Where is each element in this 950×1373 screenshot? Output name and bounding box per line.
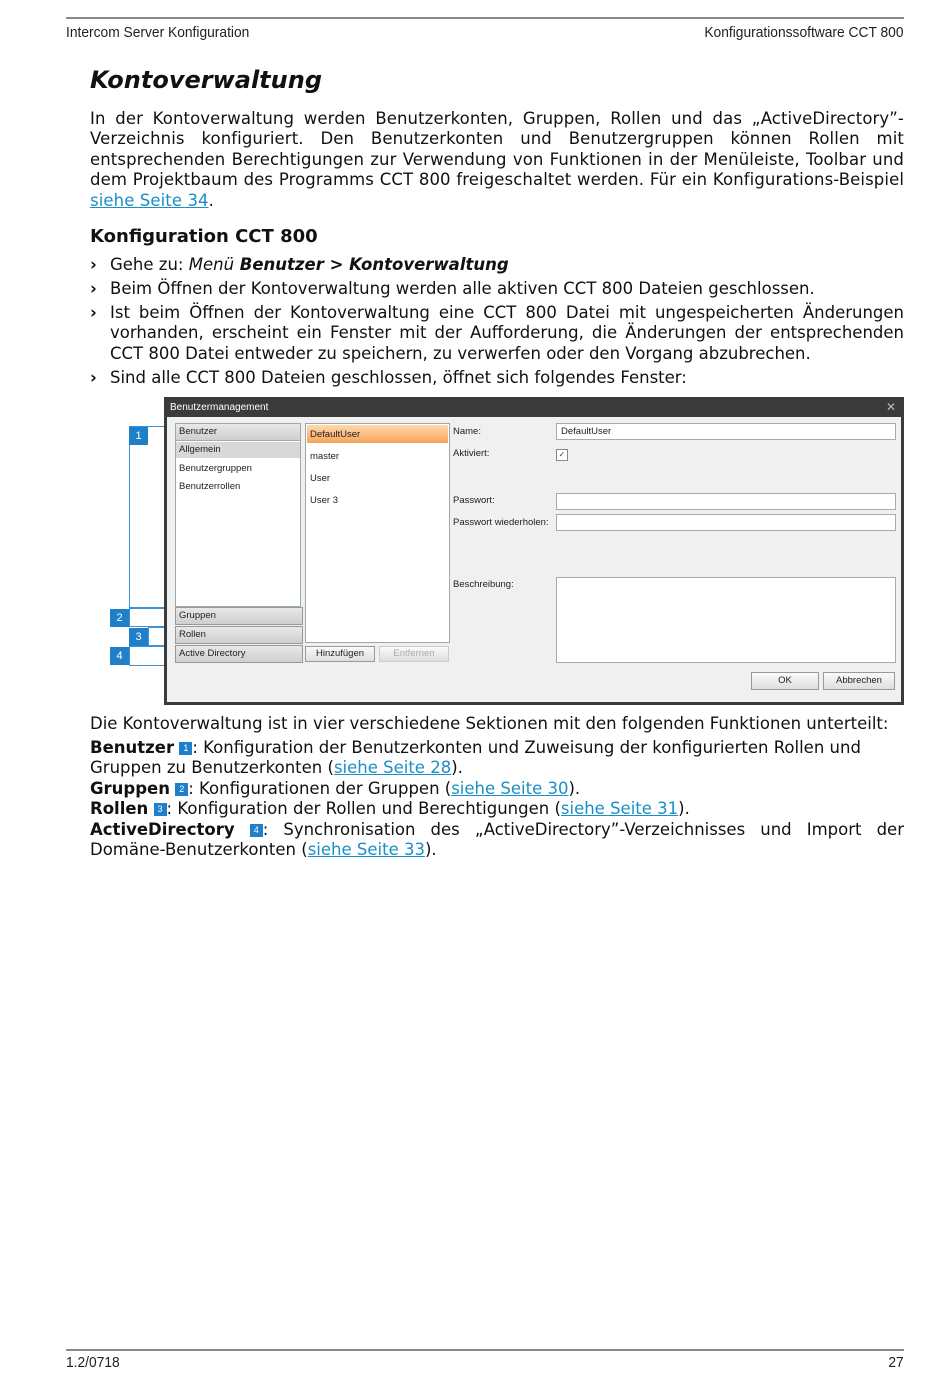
intro-link[interactable]: siehe Seite 34	[90, 190, 209, 210]
sections-intro: Die Kontoverwaltung ist in vier verschiedene Sektionen mit den folgenden Funktionen unterteilt:	[90, 714, 889, 733]
chevron-right-icon: ›	[90, 279, 97, 298]
nav-header-rollen[interactable]	[175, 626, 303, 644]
window-title: Benutzermanagement	[170, 402, 269, 413]
callout-3: 3	[129, 628, 148, 646]
section-ad-name: ActiveDirectory	[90, 820, 235, 839]
section-ad-link[interactable]: siehe Seite 33	[307, 840, 425, 860]
section-gruppen-end: ).	[568, 779, 581, 798]
bullet-unsaved	[90, 303, 904, 364]
section-benutzer-text: : Konfiguration der Benutzerkonten und Zuweisung der konfigurierten Rollen und Gruppen zu Benutzerkonten (	[90, 738, 861, 778]
section-gruppen-badge: 2	[175, 783, 188, 796]
nav-header-rollen-label: Rollen	[179, 629, 206, 640]
section-nav	[175, 423, 301, 607]
header-rule	[66, 17, 904, 19]
user-list	[305, 423, 450, 643]
window-body	[167, 417, 901, 702]
name-input[interactable]	[556, 423, 896, 440]
section-gruppen	[90, 779, 904, 799]
section-gruppen-text: : Konfigurationen der Gruppen (	[188, 779, 452, 798]
active-label: Aktiviert:	[453, 448, 490, 459]
nav-item-allgemein[interactable]: Allgemein	[179, 444, 221, 455]
nav-header-ad-label: Active Directory	[179, 648, 246, 659]
active-checkbox[interactable]: ✓	[556, 449, 568, 461]
callout-1: 1	[129, 427, 148, 445]
section-benutzer	[90, 738, 904, 779]
nav-item-benutzergruppen[interactable]: Benutzergruppen	[179, 463, 252, 474]
intro-text: In der Kontoverwaltung werden Benutzerkonten, Gruppen, Rollen und das „ActiveDirectory”-Verzeichnis konfiguriert. Den Benutzerkonten und Benutzergruppen können Rollen mit entsprechenden Berechtigungen zur Verwendung von Funktionen in der Menüleiste, Toolbar und dem Projektbaum des Programms CCT 800 freigeschaltet werden. Für ein Konfigurations-Beispiel	[90, 109, 904, 190]
close-icon[interactable]: ✕	[885, 400, 896, 414]
password-repeat-input[interactable]	[556, 514, 896, 531]
ok-button[interactable]: OK	[751, 672, 819, 690]
section-ad-end: ).	[424, 840, 437, 860]
intro-paragraph	[90, 109, 904, 211]
section-ad-badge: 4	[250, 824, 263, 837]
user-item-user[interactable]: User	[310, 473, 331, 484]
chevron-right-icon: ›	[90, 255, 97, 274]
bullet-close-files-text: Beim Öffnen der Kontoverwaltung werden alle aktiven CCT 800 Dateien geschlossen.	[110, 279, 815, 298]
bullet-unsaved-text: Ist beim Öffnen der Kontoverwaltung eine CCT 800 Datei mit ungespeicherten Änderungen vorhanden, erscheint ein Fenster mit der Aufforderung, die Änderungen der entsprechenden CCT 800 Datei entweder zu speichern, zu verwerfen oder den Vorgang abzubrechen.	[110, 303, 904, 363]
nav-header-active-directory[interactable]	[175, 645, 303, 663]
section-benutzer-name: Benutzer	[90, 738, 175, 757]
name-input-value: DefaultUser	[561, 426, 612, 437]
section-rollen-link[interactable]: siehe Seite 31	[560, 799, 679, 818]
section-rollen	[90, 799, 904, 819]
user-item-master[interactable]: master	[310, 451, 340, 462]
header-left: Intercom Server Konfiguration	[66, 24, 250, 41]
cancel-button[interactable]: Abbrechen	[823, 672, 895, 690]
password-input[interactable]	[556, 493, 896, 510]
chevron-right-icon: ›	[90, 368, 97, 387]
bullet-goto	[90, 255, 904, 275]
add-button[interactable]: Hinzufügen	[305, 646, 375, 662]
footer-rule	[66, 1349, 904, 1351]
remove-button[interactable]: Entfernen	[379, 646, 449, 662]
description-label: Beschreibung:	[453, 579, 514, 590]
section-gruppen-link[interactable]: siehe Seite 30	[451, 779, 569, 798]
password-label: Passwort:	[453, 495, 495, 506]
section-benutzer-badge: 1	[179, 742, 192, 755]
bullet-window-opens	[90, 368, 904, 388]
password-repeat-label: Passwort wiederholen:	[453, 517, 549, 528]
section-heading: Konfiguration CCT 800	[90, 226, 318, 247]
section-activedirectory	[90, 820, 904, 861]
user-item-defaultuser[interactable]: DefaultUser	[310, 429, 361, 440]
callout-4: 4	[110, 647, 129, 665]
nav-header-benutzer[interactable]	[176, 424, 300, 441]
bullet-goto-menu: Menü	[188, 255, 235, 274]
bullet-close-files	[90, 279, 904, 299]
callout-2: 2	[110, 609, 129, 627]
page-number: 27	[888, 1354, 904, 1371]
bullet-goto-path: Benutzer > Kontoverwaltung	[234, 255, 509, 274]
bullet-goto-prefix: Gehe zu:	[110, 255, 189, 274]
nav-header-benutzer-label: Benutzer	[179, 426, 218, 437]
name-label: Name:	[453, 426, 481, 437]
section-benutzer-end: ).	[451, 758, 463, 778]
user-management-window	[164, 397, 904, 705]
header-right: Konfigurationssoftware CCT 800	[704, 24, 904, 41]
section-ad-text: : Synchronisation des „ActiveDirectory”-Verzeichnisses und Import der Domäne-Benutzerkonten (	[90, 820, 904, 860]
section-rollen-text: : Konfiguration der Rollen und Berechtigungen (	[166, 799, 561, 818]
nav-header-gruppen-label: Gruppen	[179, 610, 216, 621]
user-item-user3[interactable]: User 3	[310, 495, 338, 506]
section-gruppen-name: Gruppen	[90, 779, 170, 798]
nav-header-gruppen[interactable]	[175, 607, 303, 625]
footer-version: 1.2/0718	[66, 1354, 120, 1371]
section-rollen-name: Rollen	[90, 799, 149, 818]
section-benutzer-link[interactable]: siehe Seite 28	[333, 758, 452, 778]
bullet-window-opens-text: Sind alle CCT 800 Dateien geschlossen, öffnet sich folgendes Fenster:	[110, 368, 687, 387]
page-title: Kontoverwaltung	[90, 66, 322, 94]
chevron-right-icon: ›	[90, 303, 97, 322]
nav-item-benutzerrollen[interactable]: Benutzerrollen	[179, 481, 241, 492]
intro-end: .	[208, 190, 215, 210]
description-textarea[interactable]	[556, 577, 896, 663]
section-rollen-badge: 3	[154, 803, 167, 816]
section-rollen-end: ).	[678, 799, 690, 818]
